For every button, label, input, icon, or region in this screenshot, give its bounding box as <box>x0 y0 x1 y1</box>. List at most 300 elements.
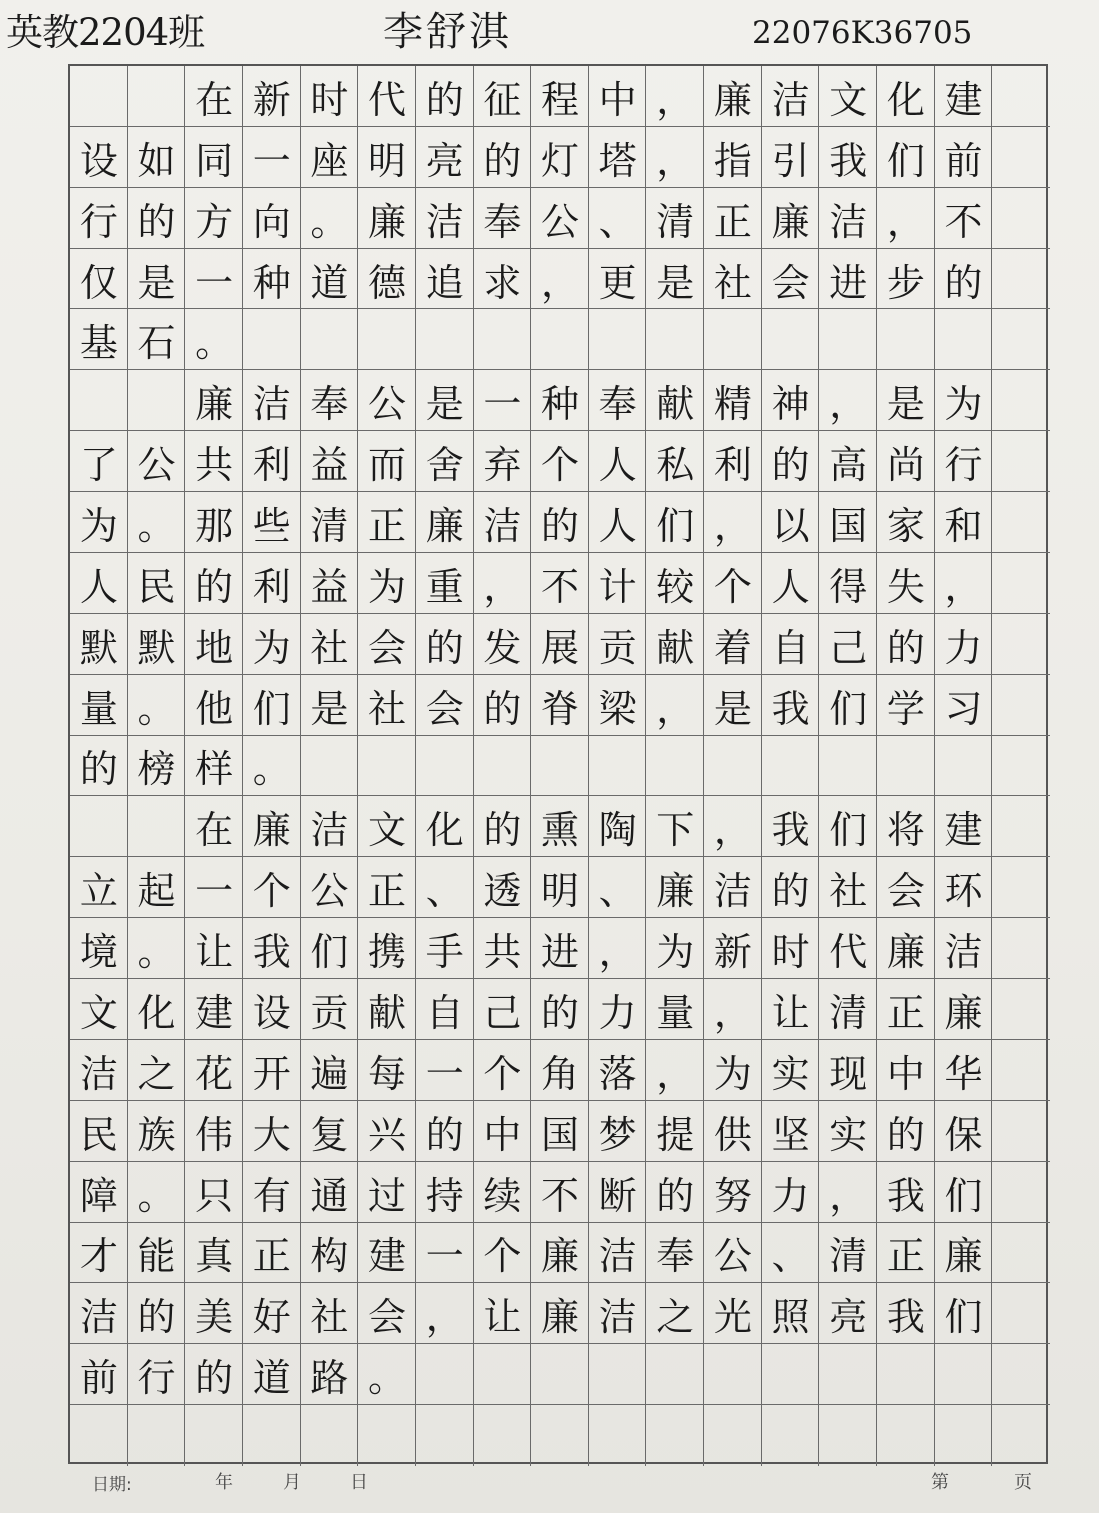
grid-cell-char: 廉 <box>656 869 695 914</box>
grid-cell-char: 展 <box>540 625 579 670</box>
grid-cell-char: 建 <box>944 808 983 853</box>
grid-cell-char: 时 <box>771 930 810 975</box>
grid-cell-char: 、 <box>598 869 637 914</box>
grid-cell-char: 尚 <box>886 443 925 488</box>
grid-cell-char: 实 <box>829 1112 868 1157</box>
grid-cell-char: 脊 <box>540 686 579 731</box>
grid-cell-char: 廉 <box>368 199 407 244</box>
grid-cell-char: 社 <box>310 625 349 670</box>
grid-cell-char: 奉 <box>656 1234 695 1279</box>
grid-cell-char: 利 <box>713 443 752 488</box>
grid-cell-char: 好 <box>252 1295 291 1340</box>
grid-cell-char: 利 <box>252 564 291 609</box>
grid-cell-char: 大 <box>252 1112 291 1157</box>
grid-cell-char: 方 <box>195 199 234 244</box>
grid-cell-char: 廉 <box>425 504 464 548</box>
student-id: 22076K36705 <box>752 15 973 51</box>
grid-cell-char: 行 <box>944 443 983 488</box>
grid-cell-char: 让 <box>195 930 234 975</box>
grid-cell-char: 人 <box>598 443 637 488</box>
grid-cell-char: 陶 <box>598 808 637 853</box>
grid-cell-char: 我 <box>886 1295 925 1340</box>
grid-cell-char: 不 <box>944 199 983 244</box>
grid-cell-char: 力 <box>771 1173 810 1218</box>
grid-cell-char: 亮 <box>829 1295 868 1340</box>
grid-cell-char: 起 <box>137 869 176 914</box>
grid-cell-char: 社 <box>310 1295 349 1340</box>
grid-cell-char: 前 <box>944 138 983 183</box>
grid-cell-char: 洁 <box>79 1295 118 1340</box>
grid-cell-char: 了 <box>79 443 118 488</box>
grid-cell-char: 求 <box>483 260 522 305</box>
grid-cell-char: 行 <box>137 1356 176 1401</box>
grid-cell-char: 洁 <box>79 1051 118 1096</box>
grid-cell-char: 境 <box>79 930 118 975</box>
grid-cell-char: 我 <box>252 930 291 975</box>
grid-cell-char: 。 <box>195 321 234 366</box>
grid-cell-char: 洁 <box>771 77 810 122</box>
grid-cell-char: 洁 <box>598 1295 637 1340</box>
grid-cell-char: 建 <box>195 990 234 1035</box>
grid-cell-char: 较 <box>656 564 695 609</box>
grid-cell-char: 而 <box>368 443 407 488</box>
grid-cell-char: 化 <box>425 808 464 853</box>
grid-cell-char: 个 <box>540 443 579 488</box>
footer-page-suffix: 页 <box>1014 1472 1032 1493</box>
grid-cell-char: 些 <box>252 504 291 548</box>
grid-cell-char: 向 <box>252 199 291 244</box>
grid-cell-char: 的 <box>137 199 176 244</box>
footer-page-prefix: 第 <box>931 1472 949 1493</box>
grid-cell-char: 的 <box>771 443 810 488</box>
grid-cell-char: 一 <box>252 138 291 183</box>
grid-cell-char: 我 <box>771 686 810 731</box>
grid-cell-char: 的 <box>886 1112 925 1157</box>
grid-cell-char: 洁 <box>425 199 464 244</box>
footer-year-label: 年 <box>215 1472 233 1493</box>
grid-cell-char: 会 <box>771 260 810 305</box>
grid-cell-char: 廉 <box>252 808 291 853</box>
grid-cell-char: ， <box>829 382 868 427</box>
grid-cell-char: 持 <box>425 1173 464 1218</box>
grid-cell-char: 的 <box>195 1356 234 1401</box>
grid-cell-char: 通 <box>310 1173 349 1218</box>
grid-cell-char: 以 <box>771 504 810 548</box>
grid-cell-char: 们 <box>944 1295 983 1340</box>
grid-cell-char: 复 <box>310 1112 349 1157</box>
grid-cell-char: 重 <box>425 564 464 609</box>
grid-cell-char: 献 <box>656 625 695 670</box>
grid-cell-char: ， <box>944 564 983 609</box>
grid-cell-char: 廉 <box>886 930 925 975</box>
grid-cell-char: 榜 <box>137 747 176 792</box>
grid-cell-char: 神 <box>771 382 810 427</box>
grid-cell-char: 那 <box>195 504 234 548</box>
grid-cell-char: 正 <box>368 504 407 548</box>
grid-cell-char: 社 <box>829 869 868 914</box>
grid-cell-char: 自 <box>771 625 810 670</box>
grid-cell-char: 的 <box>137 1295 176 1340</box>
grid-cell-char: 建 <box>368 1234 407 1279</box>
grid-cell-char: 社 <box>713 260 752 305</box>
grid-cell-char: 有 <box>252 1173 291 1218</box>
grid-cell-char: 廉 <box>195 382 234 427</box>
grid-cell-char: 量 <box>79 686 118 731</box>
grid-cell-char: 美 <box>195 1295 234 1340</box>
grid-cell-char: 如 <box>137 138 176 183</box>
grid-cell-char: 明 <box>368 138 407 183</box>
grid-cell-char: 仅 <box>79 260 118 305</box>
grid-cell-char: 将 <box>886 808 925 853</box>
grid-cell-char: 角 <box>540 1051 579 1096</box>
grid-cell-char: 能 <box>137 1234 176 1279</box>
grid-cell-char: ， <box>483 564 522 609</box>
grid-cell-char: 社 <box>368 686 407 731</box>
grid-cell-char: 个 <box>252 869 291 914</box>
grid-cell-char: 不 <box>540 564 579 609</box>
grid-cell-char: 进 <box>829 260 868 305</box>
grid-cell-char: 默 <box>79 625 118 670</box>
grid-cell-char: 的 <box>79 747 118 792</box>
grid-cell-char: 发 <box>483 625 522 670</box>
grid-cell-char: 。 <box>252 747 291 792</box>
grid-cell-char: 的 <box>483 686 522 731</box>
grid-cell-char: 供 <box>713 1112 752 1157</box>
grid-cell-char: 人 <box>771 564 810 609</box>
grid-cell-char: 道 <box>252 1356 291 1401</box>
grid-cell-char: 是 <box>310 686 349 731</box>
grid-cell-char: 续 <box>483 1173 522 1218</box>
grid-cell-char: 己 <box>829 625 868 670</box>
grid-cell-char: 高 <box>829 443 868 488</box>
grid-cell-char: 为 <box>368 564 407 609</box>
grid-cell-char: 的 <box>656 1173 695 1218</box>
grid-cell-char: 为 <box>713 1051 752 1096</box>
grid-cell-char: 前 <box>79 1356 118 1401</box>
grid-cell-char: 。 <box>137 504 176 548</box>
grid-cell-char: 步 <box>886 260 925 305</box>
grid-cell-char: 计 <box>598 564 637 609</box>
grid-cell-char: 正 <box>368 869 407 914</box>
grid-cell-char: 、 <box>598 199 637 244</box>
grid-cell-char: 洁 <box>598 1234 637 1279</box>
grid-cell-char: 奉 <box>598 382 637 427</box>
grid-cell-char: ， <box>656 77 695 122</box>
grid-cell-char: 只 <box>195 1173 234 1218</box>
grid-cell-char: 精 <box>713 382 752 427</box>
grid-cell-char: 人 <box>598 504 637 548</box>
grid-cell-char: 、 <box>425 869 464 914</box>
grid-cell-char: 共 <box>195 443 234 488</box>
grid-cell-char: 。 <box>368 1356 407 1401</box>
grid-cell-char: 追 <box>425 260 464 305</box>
grid-cell-char: 行 <box>79 199 118 244</box>
grid-cell-char: ， <box>829 1173 868 1218</box>
grid-cell-char: 的 <box>483 808 522 853</box>
grid-cell-char: 着 <box>713 625 752 670</box>
grid-cell-char: 正 <box>886 990 925 1035</box>
grid-cell-char: 默 <box>137 625 176 670</box>
grid-cell-char: 个 <box>483 1234 522 1279</box>
grid-cell-char: 兴 <box>368 1112 407 1157</box>
grid-cell-char: ， <box>656 686 695 731</box>
grid-cell-char: 洁 <box>713 869 752 914</box>
grid-cell-char: 会 <box>886 869 925 914</box>
grid-cell-char: 洁 <box>483 504 522 548</box>
grid-cell-char: 廉 <box>944 990 983 1035</box>
grid-cell-char: 学 <box>886 686 925 731</box>
grid-cell-char: 们 <box>310 930 349 975</box>
grid-cell-char: 进 <box>540 930 579 975</box>
grid-cell-char: 才 <box>79 1234 118 1279</box>
manuscript-grid <box>68 64 1048 1464</box>
grid-cell-char: 断 <box>598 1173 637 1218</box>
footer-day-label: 日 <box>350 1472 368 1493</box>
grid-cell-char: 中 <box>886 1051 925 1096</box>
grid-cell-char: 献 <box>368 990 407 1035</box>
grid-cell-char: 。 <box>137 686 176 731</box>
grid-cell-char: 现 <box>829 1051 868 1096</box>
grid-cell-char: 在 <box>195 808 234 853</box>
grid-cell-char: 的 <box>483 138 522 183</box>
grid-cell-char: 习 <box>944 686 983 731</box>
grid-cell-char: 己 <box>483 990 522 1035</box>
grid-cell-char: 正 <box>713 199 752 244</box>
grid-cell-char: 让 <box>771 990 810 1035</box>
grid-cell-char: 个 <box>483 1051 522 1096</box>
grid-cell-char: 会 <box>368 625 407 670</box>
grid-cell-char: 不 <box>540 1173 579 1218</box>
grid-cell-char: 文 <box>368 808 407 853</box>
grid-cell-char: 正 <box>886 1234 925 1279</box>
grid-cell-char: 环 <box>944 869 983 914</box>
grid-cell-char: 。 <box>137 930 176 975</box>
grid-cell-char: 会 <box>425 686 464 731</box>
grid-cell-char: 更 <box>598 260 637 305</box>
grid-cell-char: 之 <box>137 1051 176 1096</box>
grid-cell-char: 代 <box>829 930 868 975</box>
grid-cell-char: 是 <box>886 382 925 427</box>
grid-cell-char: 照 <box>771 1295 810 1340</box>
grid-cell-char: 民 <box>79 1112 118 1157</box>
grid-cell-char: 私 <box>656 443 695 488</box>
grid-cell-char: ， <box>656 138 695 183</box>
grid-cell-char: 们 <box>886 138 925 183</box>
grid-cell-char: 为 <box>656 930 695 975</box>
grid-cell-char: 程 <box>540 77 579 122</box>
grid-cell-char: 梁 <box>598 686 637 731</box>
grid-cell-char: 坚 <box>771 1112 810 1157</box>
grid-cell-char: 们 <box>252 686 291 731</box>
grid-cell-char: 在 <box>195 77 234 122</box>
grid-cell-char: 保 <box>944 1112 983 1157</box>
grid-cell-char: 力 <box>944 625 983 670</box>
grid-cell-char: 梦 <box>598 1112 637 1157</box>
grid-cell-char: ， <box>540 260 579 305</box>
grid-cell-char: 座 <box>310 138 349 183</box>
grid-cell-char: 他 <box>195 686 234 731</box>
grid-cell-char: ， <box>598 930 637 975</box>
grid-cell-char: ， <box>713 990 752 1035</box>
grid-cell-char: 清 <box>656 199 695 244</box>
grid-cell-char: 努 <box>713 1173 752 1218</box>
grid-cell-char: 征 <box>483 77 522 122</box>
grid-cell-char: 清 <box>310 504 349 548</box>
grid-cell-char: 为 <box>252 625 291 670</box>
grid-cell-char: 化 <box>886 77 925 122</box>
grid-cell-char: 族 <box>137 1112 176 1157</box>
grid-cell-char: 让 <box>483 1295 522 1340</box>
grid-cell-char: 公 <box>368 382 407 427</box>
grid-cell-char: 奉 <box>483 199 522 244</box>
grid-cell-char: 洁 <box>252 382 291 427</box>
grid-cell-char: 中 <box>483 1112 522 1157</box>
grid-cell-char: 廉 <box>944 1234 983 1279</box>
grid-cell-char: 落 <box>598 1051 637 1096</box>
grid-cell-char: ， <box>713 504 752 548</box>
grid-cell-char: ， <box>425 1295 464 1340</box>
grid-cell-char: 透 <box>483 869 522 914</box>
grid-cell-char: ， <box>656 1051 695 1096</box>
grid-cell-char: 种 <box>252 260 291 305</box>
grid-cell-char: 们 <box>829 808 868 853</box>
grid-cell-char: 贡 <box>310 990 349 1035</box>
grid-cell-char: 亮 <box>425 138 464 183</box>
grid-cell-char: 廉 <box>540 1295 579 1340</box>
grid-cell-char: 过 <box>368 1173 407 1218</box>
grid-cell-char: 之 <box>656 1295 695 1340</box>
grid-cell-char: 代 <box>368 77 407 122</box>
footer-date-label: 日期: <box>92 1475 132 1495</box>
grid-cell-char: 德 <box>368 260 407 305</box>
grid-cell-char: 国 <box>829 504 868 548</box>
grid-cell-char: 引 <box>771 138 810 183</box>
grid-cell-char: 化 <box>137 990 176 1035</box>
grid-cell-char: 的 <box>771 869 810 914</box>
grid-cell-char: 正 <box>252 1234 291 1279</box>
grid-cell-char: 我 <box>771 808 810 853</box>
grid-cell-char: 自 <box>425 990 464 1035</box>
grid-cell-char: 手 <box>425 930 464 975</box>
grid-cell-char: 的 <box>886 625 925 670</box>
grid-cell-char: 中 <box>598 77 637 122</box>
grid-cell-char: 公 <box>540 199 579 244</box>
grid-cell-char: 失 <box>886 564 925 609</box>
grid-cell-char: 的 <box>425 77 464 122</box>
grid-cell-char: 携 <box>368 930 407 975</box>
grid-cell-char: 弃 <box>483 443 522 488</box>
grid-cell-char: 的 <box>944 260 983 305</box>
grid-cell-char: 塔 <box>598 138 637 183</box>
grid-cell-char: 益 <box>310 443 349 488</box>
grid-cell-char: 下 <box>656 808 695 853</box>
grid-cell-char: 献 <box>656 382 695 427</box>
grid-cell-char: 伟 <box>195 1112 234 1157</box>
grid-cell-char: 设 <box>252 990 291 1035</box>
grid-cell-char: 奉 <box>310 382 349 427</box>
grid-cell-char: 们 <box>656 504 695 548</box>
grid-cell-char: 道 <box>310 260 349 305</box>
grid-cell-char: 障 <box>79 1173 118 1218</box>
grid-cell-char: 路 <box>310 1356 349 1401</box>
grid-cell-char: 力 <box>598 990 637 1035</box>
grid-cell-char: 一 <box>195 260 234 305</box>
grid-cell-char: 光 <box>713 1295 752 1340</box>
grid-cell-char: 真 <box>195 1234 234 1279</box>
grid-cell-char: 国 <box>540 1112 579 1157</box>
grid-cell-char: 、 <box>771 1234 810 1279</box>
grid-cell-char: 一 <box>483 382 522 427</box>
grid-cell-char: 明 <box>540 869 579 914</box>
grid-cell-char: 为 <box>79 504 118 548</box>
grid-cell-char: 公 <box>137 443 176 488</box>
grid-cell-char: 清 <box>829 1234 868 1279</box>
grid-cell-char: 舍 <box>425 443 464 488</box>
grid-cell-char: 益 <box>310 564 349 609</box>
grid-cell-char: 贡 <box>598 625 637 670</box>
footer-month-label: 月 <box>283 1472 301 1493</box>
grid-cell-char: 公 <box>310 869 349 914</box>
grid-cell-char: 廉 <box>540 1234 579 1279</box>
grid-cell-char: 洁 <box>944 930 983 975</box>
grid-cell-char: 公 <box>713 1234 752 1279</box>
grid-cell-char: 地 <box>195 625 234 670</box>
grid-cell-char: 种 <box>540 382 579 427</box>
grid-cell-char: 一 <box>425 1051 464 1096</box>
grid-cell-char: 个 <box>713 564 752 609</box>
grid-cell-char: 家 <box>886 504 925 548</box>
grid-cell-char: 会 <box>368 1295 407 1340</box>
grid-cell-char: 开 <box>252 1051 291 1096</box>
grid-cell-char: 指 <box>713 138 752 183</box>
grid-cell-char: 洁 <box>829 199 868 244</box>
grid-cell-char: 。 <box>310 199 349 244</box>
grid-cell-char: 文 <box>829 77 868 122</box>
grid-cell-char: 是 <box>425 382 464 427</box>
grid-cell-char: 我 <box>886 1173 925 1218</box>
grid-cell-char: 我 <box>829 138 868 183</box>
grid-cell-char: 的 <box>540 990 579 1035</box>
grid-cell-char: 们 <box>829 686 868 731</box>
grid-cell-char: 洁 <box>310 808 349 853</box>
grid-cell-char: 同 <box>195 138 234 183</box>
class-label: 英教2204班 <box>6 11 205 54</box>
grid-cell-char: 石 <box>137 321 176 366</box>
grid-cell-char: 清 <box>829 990 868 1035</box>
grid-cell-char: 一 <box>195 869 234 914</box>
grid-cell-char: 新 <box>252 77 291 122</box>
grid-cell-char: 廉 <box>771 199 810 244</box>
grid-cell-char: 华 <box>944 1051 983 1096</box>
grid-cell-char: 民 <box>137 564 176 609</box>
grid-cell-char: 量 <box>656 990 695 1035</box>
grid-cell-char: 新 <box>713 930 752 975</box>
grid-cell-char: 设 <box>79 138 118 183</box>
grid-cell-char: 得 <box>829 564 868 609</box>
grid-cell-char: 熏 <box>540 808 579 853</box>
grid-cell-char: ， <box>713 808 752 853</box>
grid-cell-char: 文 <box>79 990 118 1035</box>
grid-cell-char: ， <box>886 199 925 244</box>
grid-cell-char: 人 <box>79 564 118 609</box>
grid-cell-char: 灯 <box>540 138 579 183</box>
grid-cell-char: 花 <box>195 1051 234 1096</box>
grid-cell-char: 立 <box>79 869 118 914</box>
grid-cell-char: 样 <box>195 747 234 792</box>
grid-cell-char: 建 <box>944 77 983 122</box>
grid-cell-char: 是 <box>137 260 176 305</box>
grid-cell-char: 为 <box>944 382 983 427</box>
